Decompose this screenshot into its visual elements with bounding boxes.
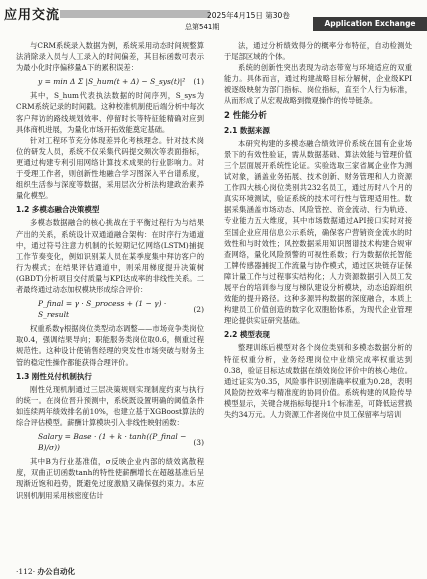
page-footer — [16, 566, 75, 577]
paragraph: 其中B为行业基准值，σ反映企业内部的绩效离散程度，双曲正切函数tanh的特性使薪酬增长在超越基准后呈现渐近饱和趋势，既避免过度激励又确保强约束力。本应识别机制用采用核密度估计 — [16, 457, 204, 500]
equation-3: Salary = Base · (1 + k · tanh((P_final − B)/σ)) (3) — [38, 432, 204, 453]
subsection-heading: 2.1 数据来源 — [224, 125, 270, 135]
section-heading: 1.2 多模态融合决策模型 — [16, 205, 100, 215]
right-column — [224, 40, 412, 420]
section-heading: 1.3 刚性兑付机制执行 — [16, 371, 92, 381]
section-badge: Application Exchange — [313, 17, 427, 31]
paragraph: 法，通过分析绩效得分的概率分布特征，自动检测处于尾部区域的个体。 — [224, 41, 412, 62]
paragraph: 与CRM系统录入数据为例，系统采用动态时间规整算法消除录入员与人工录入的时间偏差，其目标函数可表示为最小化时序偏移量Δ下的累积误差： — [16, 41, 204, 73]
page-number: ·112· — [16, 567, 36, 576]
issue-date: 2025年4月15日 第30卷 — [207, 11, 290, 20]
left-column — [16, 40, 204, 501]
equation-1: y = min Δ Σ |S_hum(t + Δ) − S_sys(t)|² (1) — [38, 77, 204, 87]
paragraph: 其中，S_hum代表执法数据的时间序列，S_sys为CRM系统记录的时间戳。这种校准机制使后端分析中每次客户拜访的路线规划效率、停留时长等特征能精确对应到具体商机进展，为量化市场开拓效能奠定基础。 — [16, 91, 204, 134]
equation-2: P_final = γ · S_process + (1 − γ) · S_result (2) — [38, 299, 204, 320]
header-rule — [60, 10, 210, 18]
paragraph: 多模态数据融合的核心挑战在于平衡过程行为与结果产出的关系，系统设计双通道融合架构：在时序行为通道中，通过符号注意力机制的长短期记忆网络(LSTM)捕捉工作节奏变化，例如识别某人员在某季度集中拜访客户的行为模式；在结果评估通道中，则采用梯度提升决策树(GBDT)分析项目交付质量与KPI达成率的非线性关系。二者最终通过动态加权模块形成综合评价： — [16, 218, 204, 294]
paragraph: 权重系数γ根据岗位类型动态调整——市场竞争类岗位取0.4，强调结果导向；职能服务类岗位取0.6，侧重过程规范性。这种设计使销售经理的突发性市场突破与财务主管的稳定性操作都能获得合理评价。 — [16, 324, 204, 367]
subsection-heading: 2.2 模型表现 — [224, 330, 270, 340]
paragraph: 整理训练后模型对各个岗位类别和多模态数据分析的特征权重分析，业务经理岗位中业绩完成率权重达到0.38，验证目标达成数据在绩效岗位评价中的核心地位。通过证实为0.35，风险事件识别准确率权重为0.28，表明风险防控效率与精准度的协同价值。系统构建的风险传导模型显示，关键合规指标每提升1个标准差，可降低运营损失约34万元。人力资源工作者岗位中员工保留率与培训 — [224, 343, 412, 419]
paragraph: 针对工程环节充分体现差异化考核理念。针对技术岗位的研发人员，系统不仅采集代码提交频次等表面指标，更通过构建专利引用网络计算技术成果的行业影响力。对于受理工作者，则创新性地融合学习图深入平台谱系度，组织生活参与深度等数据，采用层次分析法构建政治素养量化模型。 — [16, 135, 204, 201]
total-issue: 总第541期 — [185, 23, 220, 31]
paragraph: 刚性兑现机制通过三层决策规则实现制度约束与执行的统一。在岗位晋升预测中，系统既设置明确的阈值条件如连续两年绩效排名前10%，也建立基于XGBoost算法的综合评估模型。薪酬计算模块引入非线性映射函数： — [16, 384, 204, 427]
section-heading: 2 性能分析 — [224, 110, 267, 121]
section-brand: 应用交流 — [4, 8, 61, 23]
paragraph: 系统的创新性突出表现为动态带宽与环境适应的双重能力。具体而言，通过构建战略目标分解树，企业级KPI被逐级映射为部门指标、岗位指标，直至个人行为标准，从而形成了从宏观战略到微观操作的传导链条。 — [224, 63, 412, 106]
page-header — [0, 0, 427, 31]
journal-name: 办公自动化 — [37, 567, 75, 576]
paragraph: 本研究构建的多模态融合绩效评价系统在国有企业场景下的有效性验证，需从数据基础、算法效能与管理价值三个层面展开系统性论证。实验选取三家省属企业作为测试对象，涵盖业务拓展、技术创新、财务管理和人力资源工作四大核心岗位类别共232名员工，通过历时八个月的真实环境测试，验证系统的技术可行性与管理适用性。数据采集涵盖市场动态、风险管控、资金流动、行为轨迹、专业能力五大维度，其中市场数据通过API接口实时对接至国企业应用信息公示系统，确保客户营销资金流水的时效性和与时效性；风控数据采用知识图谱技术构建合规审查网络，量化风险预警的可视性系数；行为数据依托智能工牌传感器捕捉工作流量与协作模式，通过区块链存证保障计量工作与过程事实结构化；人力资源数据引入员工发展平台的培训参与度与梯队建设分析模块，动态追踪组织效能的提升路径。这种多源异构数据的深度融合，本质上构建员工价值创造的数字化双胞胎体系，为现代企业管理理论提供实证研究基础。 — [224, 138, 412, 326]
